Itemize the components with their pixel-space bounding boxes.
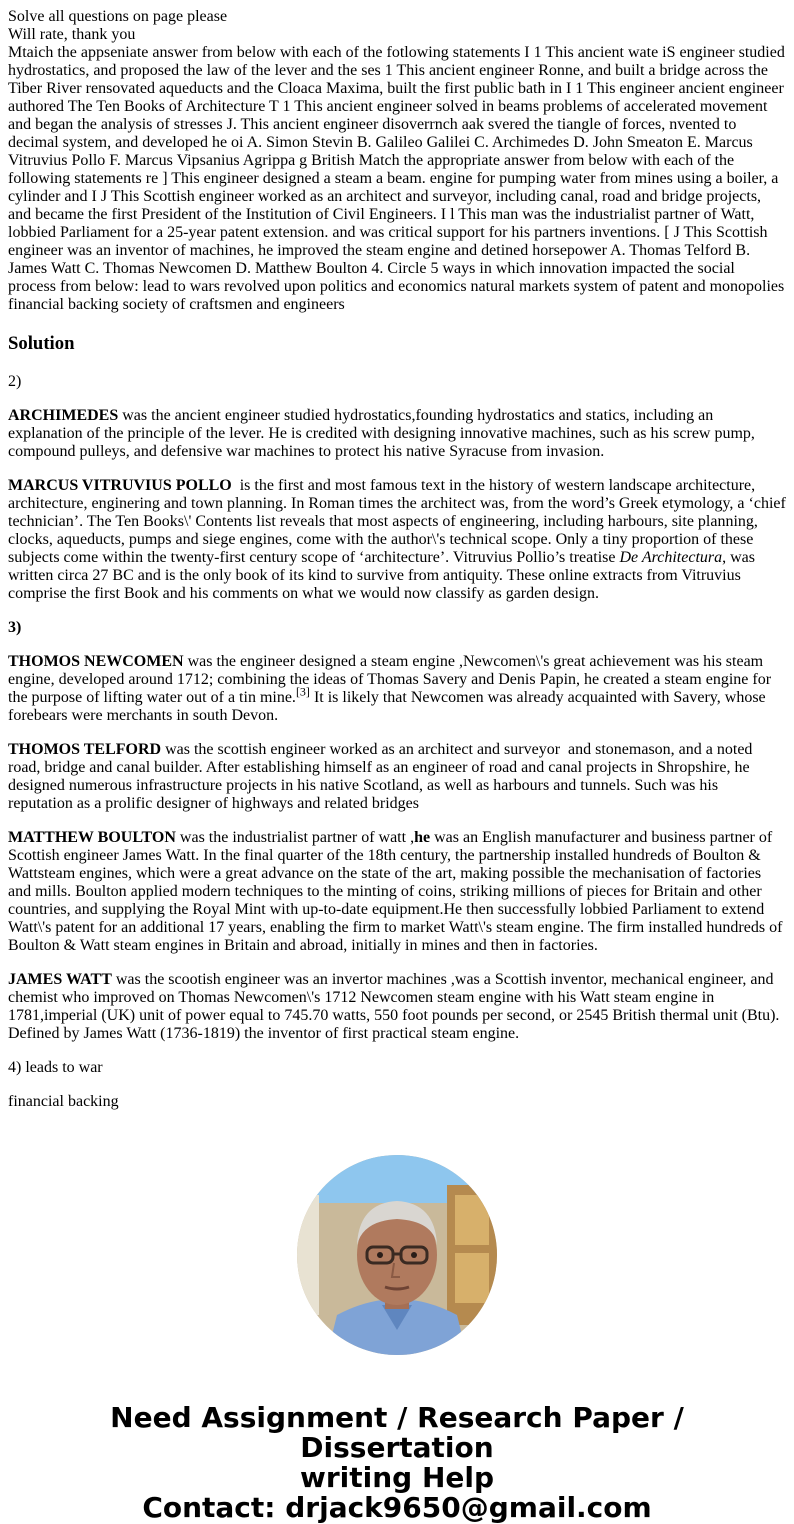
- question-body: Mtaich the appseniate answer from below with each of the fotlowing statements I 1 This ancient wate iS engineer studied hydrostatics, and proposed the law of the lever and the ses 1 This ancient engineer Ronne, and built a bridge across the Tiber River rensovated aqueducts and the Cloaca Maxima, built the first public bath in I 1 This engineer ancient engineer authored The Ten Books of Architecture T 1 This ancient engineer solved in beams problems of accelerated movement and began the analysis of stresses J. This ancient engineer disoverrnch aak svered the tiangle of forces, nvented to decimal system, and developed he oi A. Simon Stevin B. Galileo Galilei C. Archimedes D. John Smeaton E. Marcus Vitruvius Pollo F. Marcus Vipsanius Agrippa g British Match the appropriate answer from below with each of the following statements re ] This engineer designed a steam a beam. engine for pumping water from mines using a boiler, a cylinder and I J This Scottish engineer worked as an architect and surveyor, including canal, road and bridge projects, and became the first President of the Institution of Civil Engineers. I l This man was the industrialist partner of Watt, lobbied Parliament for a 25-year patent extension. and was critical support for his partners inventions. [ J This Scottish engineer was an inventor of machines, he improved the steam engine and detined horsepower A. Thomas Telford B. James Watt C. Thomas Newcomen D. Matthew Boulton 4. Circle 5 ways in which innovation impacted the social process from below: lead to wars revolved upon politics and economics natural markets system of patent and monopolies financial backing society of craftsmen and engineers: [8, 44, 785, 313]
- solution-heading: Solution: [8, 333, 75, 354]
- ad-contact-line[interactable]: Contact: drjack9650@gmail.com: [142, 1491, 652, 1524]
- section-label-3-text: 3): [8, 619, 22, 636]
- question-rate-line: Will rate, thank you: [8, 26, 136, 43]
- section-label-2: 2): [8, 373, 22, 390]
- answer-archimedes-name: ARCHIMEDES: [8, 407, 119, 424]
- answer-vitruvius-text-after: , was written circa 27 BC and is the only book of its kind to survive from antiquity. These online extracts from Vitruvius comprise the first Book and his comments on what we would now classify as garden design.: [8, 549, 755, 602]
- section-label-3: [8, 619, 786, 637]
- ad-line-1: Need Assignment / Research Paper / Dissertation: [110, 1401, 684, 1464]
- avatar: [297, 1155, 497, 1355]
- answer-watt-name: JAMES WATT: [8, 971, 112, 988]
- answer-archimedes: [8, 407, 786, 461]
- answer-4-line-2: financial backing: [8, 1093, 119, 1110]
- answer-vitruvius-italic-title: De Architectura: [619, 549, 723, 566]
- answer-telford-name: THOMOS TELFORD: [8, 741, 162, 758]
- solution-block: [8, 373, 790, 1111]
- answer-vitruvius-name: MARCUS VITRUVIUS POLLO: [8, 477, 232, 494]
- answer-archimedes-text: was the ancient engineer studied hydrostatics,founding hydrostatics and statics, including an explanation of the principle of the lever. He is credited with designing innovative machines, such as his screw pump, compound pulleys, and defensive war machines to protect his native Syracuse from invasion.: [8, 407, 755, 460]
- answer-vitruvius-text-before: is the first and most famous text in the history of western landscape architecture, architecture, enginering and town planning. In Roman times the architect was, from the word’s Greek etymology, a ‘chief technician’. The Ten Books\' Contents list reveals that most aspects of engineering, including harbours, site planning, clocks, aqueducts, pumps and siege engines, come with the author\'s technical scope. Only a tiny proportion of these subjects come within the twenty-first century scope of ‘architecture’. Vitruvius Pollio’s treatise: [8, 477, 790, 566]
- answer-telford: [8, 741, 786, 813]
- advertisement-block: [8, 1403, 786, 1523]
- answer-telford-text: was the scottish engineer worked as an architect and surveyor and stonemason, and a noted road, bridge and canal builder. After establishing himself as an engineer of road and canal projects in Shropshire, he designed numerous infrastructure projects in his native Scotland, as well as harbours and tunnels. Such was his reputation as a prolific designer of highways and related bridges: [8, 741, 757, 812]
- answer-newcomen-text-before: was the engineer designed a steam engine ,Newcomen\'s great achievement was his steam engine, developed around 1712; combining the ideas of Thomas Savery and Denis Papin, he created a steam engine for the purpose of lifting water out of a tin mine.: [8, 653, 772, 706]
- tutor-portrait-image: [297, 1155, 497, 1355]
- answer-newcomen-name: THOMOS NEWCOMEN: [8, 653, 184, 670]
- answer-boulton-text-after: was an English manufacturer and business partner of Scottish engineer James Watt. In the final quarter of the 18th century, the partnership installed hundreds of Boulton & Wattsteam engines, which were a great advance on the state of the art, making possible the mechanisation of factories and mills. Boulton applied modern techniques to the minting of coins, striking millions of pieces for Britain and other countries, and supplying the Royal Mint with up-to-date equipment.He then successfully lobbied Parliament to extend Watt\'s patent for an additional 17 years, enabling the firm to market Watt\'s steam engine. The firm installed hundreds of Boulton & Watt steam engines in Britain and abroad, initially in mines and then in factories.: [8, 829, 783, 954]
- answer-watt: [8, 971, 786, 1043]
- answer-boulton-name: MATTHEW BOULTON: [8, 829, 176, 846]
- question-block: [8, 8, 786, 314]
- answer-boulton-text-before: was the industrialist partner of watt ,: [175, 829, 415, 846]
- question-request-line: Solve all questions on page please: [8, 8, 228, 25]
- answer-boulton-bold-he: he: [414, 829, 431, 846]
- answer-newcomen: [8, 653, 786, 725]
- answer-newcomen-text-after: It is likely that Newcomen was already acquainted with Savery, whose forebears were merchants in south Devon.: [8, 689, 766, 724]
- avatar-container: [8, 1155, 786, 1355]
- answer-4-line-1: 4) leads to war: [8, 1059, 103, 1076]
- citation-superscript[interactable]: [3]: [295, 684, 310, 699]
- answer-boulton: [8, 829, 786, 955]
- answer-watt-text: was the scootish engineer was an invertor machines ,was a Scottish inventor, mechanical engineer, and chemist who improved on Thomas Newcomen\'s 1712 Newcomen steam engine with his Watt steam engine in 1781,imperial (UK) unit of power equal to 745.70 watts, 550 foot pounds per second, or 2545 British thermal unit (Btu). Defined by James Watt (1736-1819) the inventor of first practical steam engine.: [8, 971, 780, 1042]
- answer-vitruvius: [8, 477, 790, 603]
- ad-line-2: writing Help: [299, 1461, 495, 1494]
